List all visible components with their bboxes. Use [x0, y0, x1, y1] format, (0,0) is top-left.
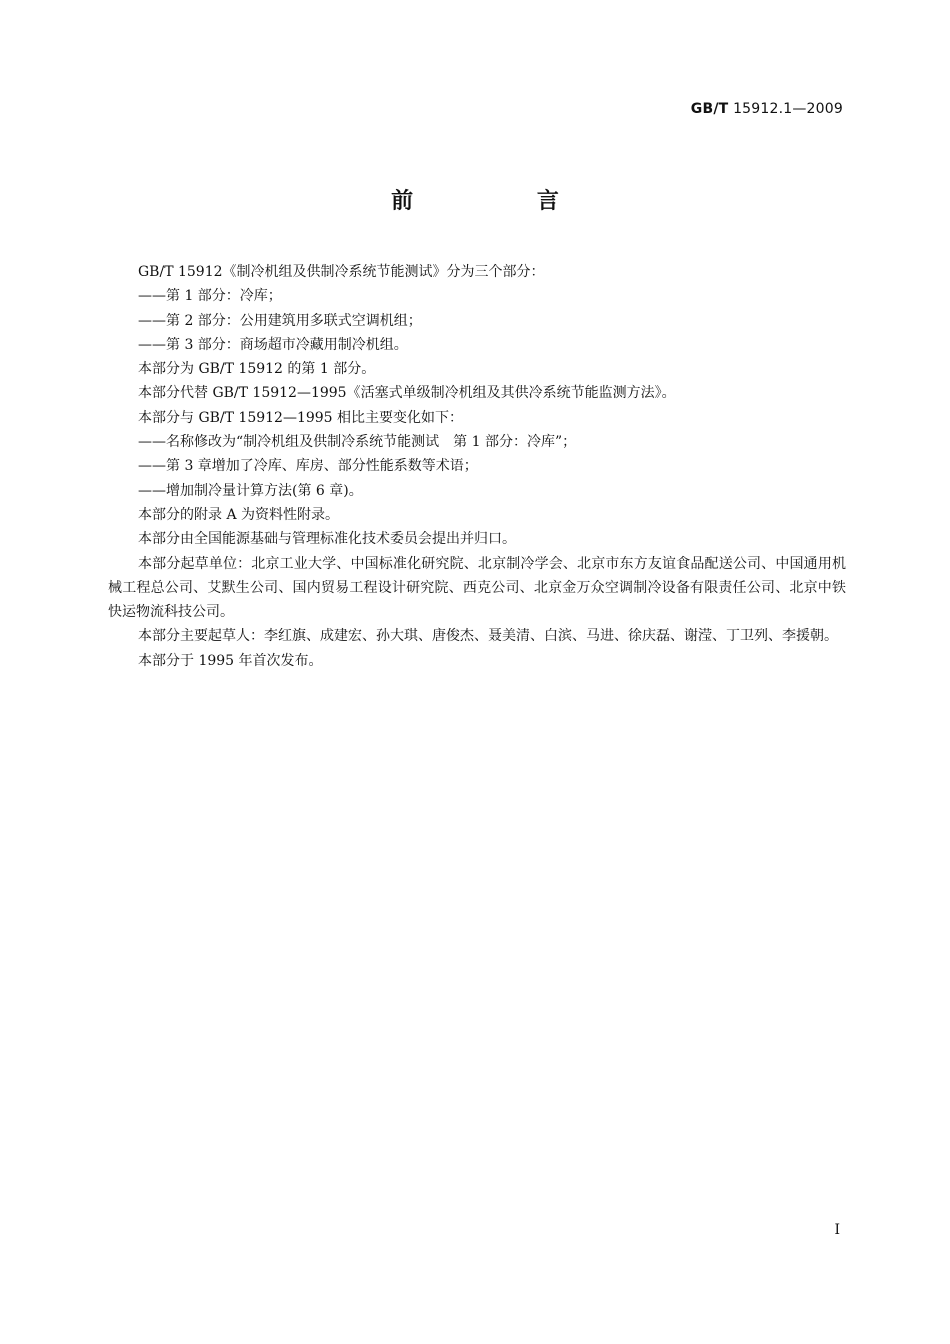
paragraph-replaces: 本部分代替 GB/T 15912—1995《活塞式单级制冷机组及其供冷系统节能监测方法》。 [138, 385, 676, 402]
page-number: I [834, 1222, 840, 1238]
paragraph-first-published: 本部分于 1995 年首次发布。 [138, 652, 323, 669]
paragraph-change-terms: ——第 3 章增加了冷库、库房、部分性能系数等术语； [138, 458, 478, 475]
paragraph-annex: 本部分的附录 A 为资料性附录。 [138, 506, 340, 523]
paragraph-drafters: 本部分主要起草人：李红旗、成建宏、孙大琪、唐俊杰、聂美清、白滨、马进、徐庆磊、谢滢、丁卫列、李援朝。 [138, 628, 838, 645]
paragraph-change-method: ——增加制冷量计算方法(第 6 章)。 [138, 482, 363, 499]
paragraph-parts-intro: GB/T 15912《制冷机组及供制冷系统节能测试》分为三个部分： [138, 264, 545, 280]
paragraph-drafting-units: 本部分起草单位：北京工业大学、中国标准化研究院、北京制冷学会、北京市东方友谊食品配送公司、中国通用机械工程总公司、艾默生公司、国内贸易工程设计研究院、西克公司、北京金万众空调制冷设备有限责任公司、北京中铁快运物流科技公司。 [108, 555, 846, 621]
standard-number: 15912.1—2009 [733, 101, 843, 117]
paragraph-part-3: ——第 3 部分：商场超市冷藏用制冷机组。 [138, 336, 408, 353]
paragraph-part-2: ——第 2 部分：公用建筑用多联式空调机组； [138, 312, 422, 329]
foreword-body [108, 260, 846, 673]
paragraph-part-1: ——第 1 部分：冷库； [138, 288, 282, 305]
standard-prefix: GB/T [690, 101, 729, 117]
paragraph-proposed-by: 本部分由全国能源基础与管理标准化技术委员会提出并归口。 [138, 531, 516, 548]
paragraph-changes-intro: 本部分与 GB/T 15912—1995 相比主要变化如下： [138, 409, 464, 426]
paragraph-change-name: ——名称修改为“制冷机组及供制冷系统节能测试 第 1 部分：冷库”； [138, 434, 577, 451]
standard-code [691, 101, 843, 117]
paragraph-this-part: 本部分为 GB/T 15912 的第 1 部分。 [138, 361, 376, 378]
page-title: 前 言 [391, 189, 617, 214]
